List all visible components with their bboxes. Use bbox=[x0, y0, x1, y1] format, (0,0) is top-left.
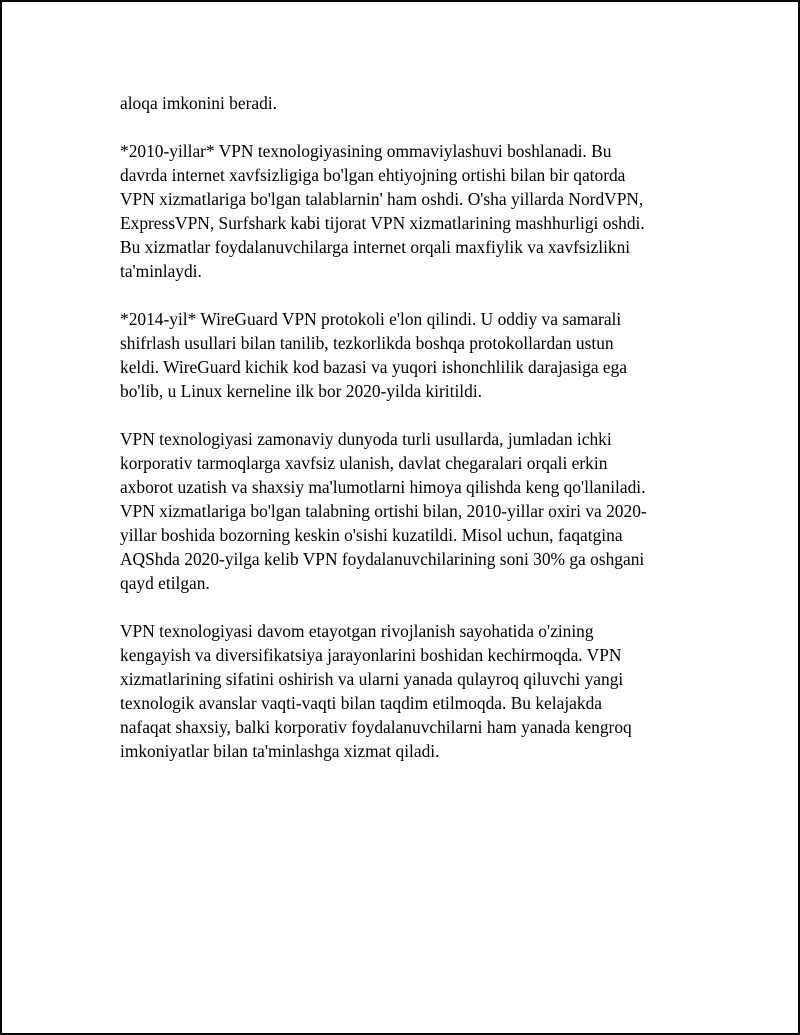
paragraph-continuation: aloqa imkonini beradi. bbox=[120, 93, 277, 113]
paragraph-2010s: *2010-yillar* VPN texnologiyasining ommaviylashuvi boshlanadi. Bu davrda internet xavfsizligiga bo'lgan ehtiyojning ortishi bilan bir qatorda VPN xizmatlariga bo'lgan talablarnin' ham oshdi. O'sha yillarda NordVPN, ExpressVPN, Surfshark kabi tijorat VPN xizmatlarining mashhurligi oshdi. Bu xizmatlar foydalanuvchilarga internet orqali maxfiylik va xavfsizlikni ta'minlaydi. bbox=[120, 141, 645, 281]
document-body bbox=[120, 91, 680, 787]
paragraph-2014-wireguard: *2014-yil* WireGuard VPN protokoli e'lon qilindi. U oddiy va samarali shifrlash usullari bilan tanilib, tezkorlikda boshqa protokollardan ustun keldi. WireGuard kichik kod bazasi va yuqori ishonchlilik darajasiga ega bo'lib, u Linux kerneline ilk bor 2020-yilda kiritildi. bbox=[120, 309, 628, 401]
paragraph-modern-usage: VPN texnologiyasi zamonaviy dunyoda turli usullarda, jumladan ichki korporativ tarmoqlarga xavfsiz ulanish, davlat chegaralari orqali erkin axborot uzatish va shaxsiy ma'lumotlarni himoya qilishda keng qo'llaniladi. VPN xizmatlariga bo'lgan talabning ortishi bilan, 2010-yillar oxiri va 2020- yillar boshida bozorning keskin o'sishi kuzatildi. Misol uchun, faqatgina AQShda 2020-yilga kelib VPN foydalanuvchilarining soni 30% ga oshgani qayd etilgan. bbox=[120, 429, 647, 593]
paragraph-future-development: VPN texnologiyasi davom etayotgan rivojlanish sayohatida o'zining kengayish va diversifikatsiya jarayonlarini boshidan kechirmoqda. VPN xizmatlarining sifatini oshirish va ularni yanada qulayroq qiluvchi yangi texnologik avanslar vaqti-vaqti bilan taqdim etilmoqda. Bu kelajakda nafaqat shaxsiy, balki korporativ foydalanuvchilarni ham yanada kengroq imkoniyatlar bilan ta'minlashga xizmat qiladi. bbox=[120, 621, 632, 761]
